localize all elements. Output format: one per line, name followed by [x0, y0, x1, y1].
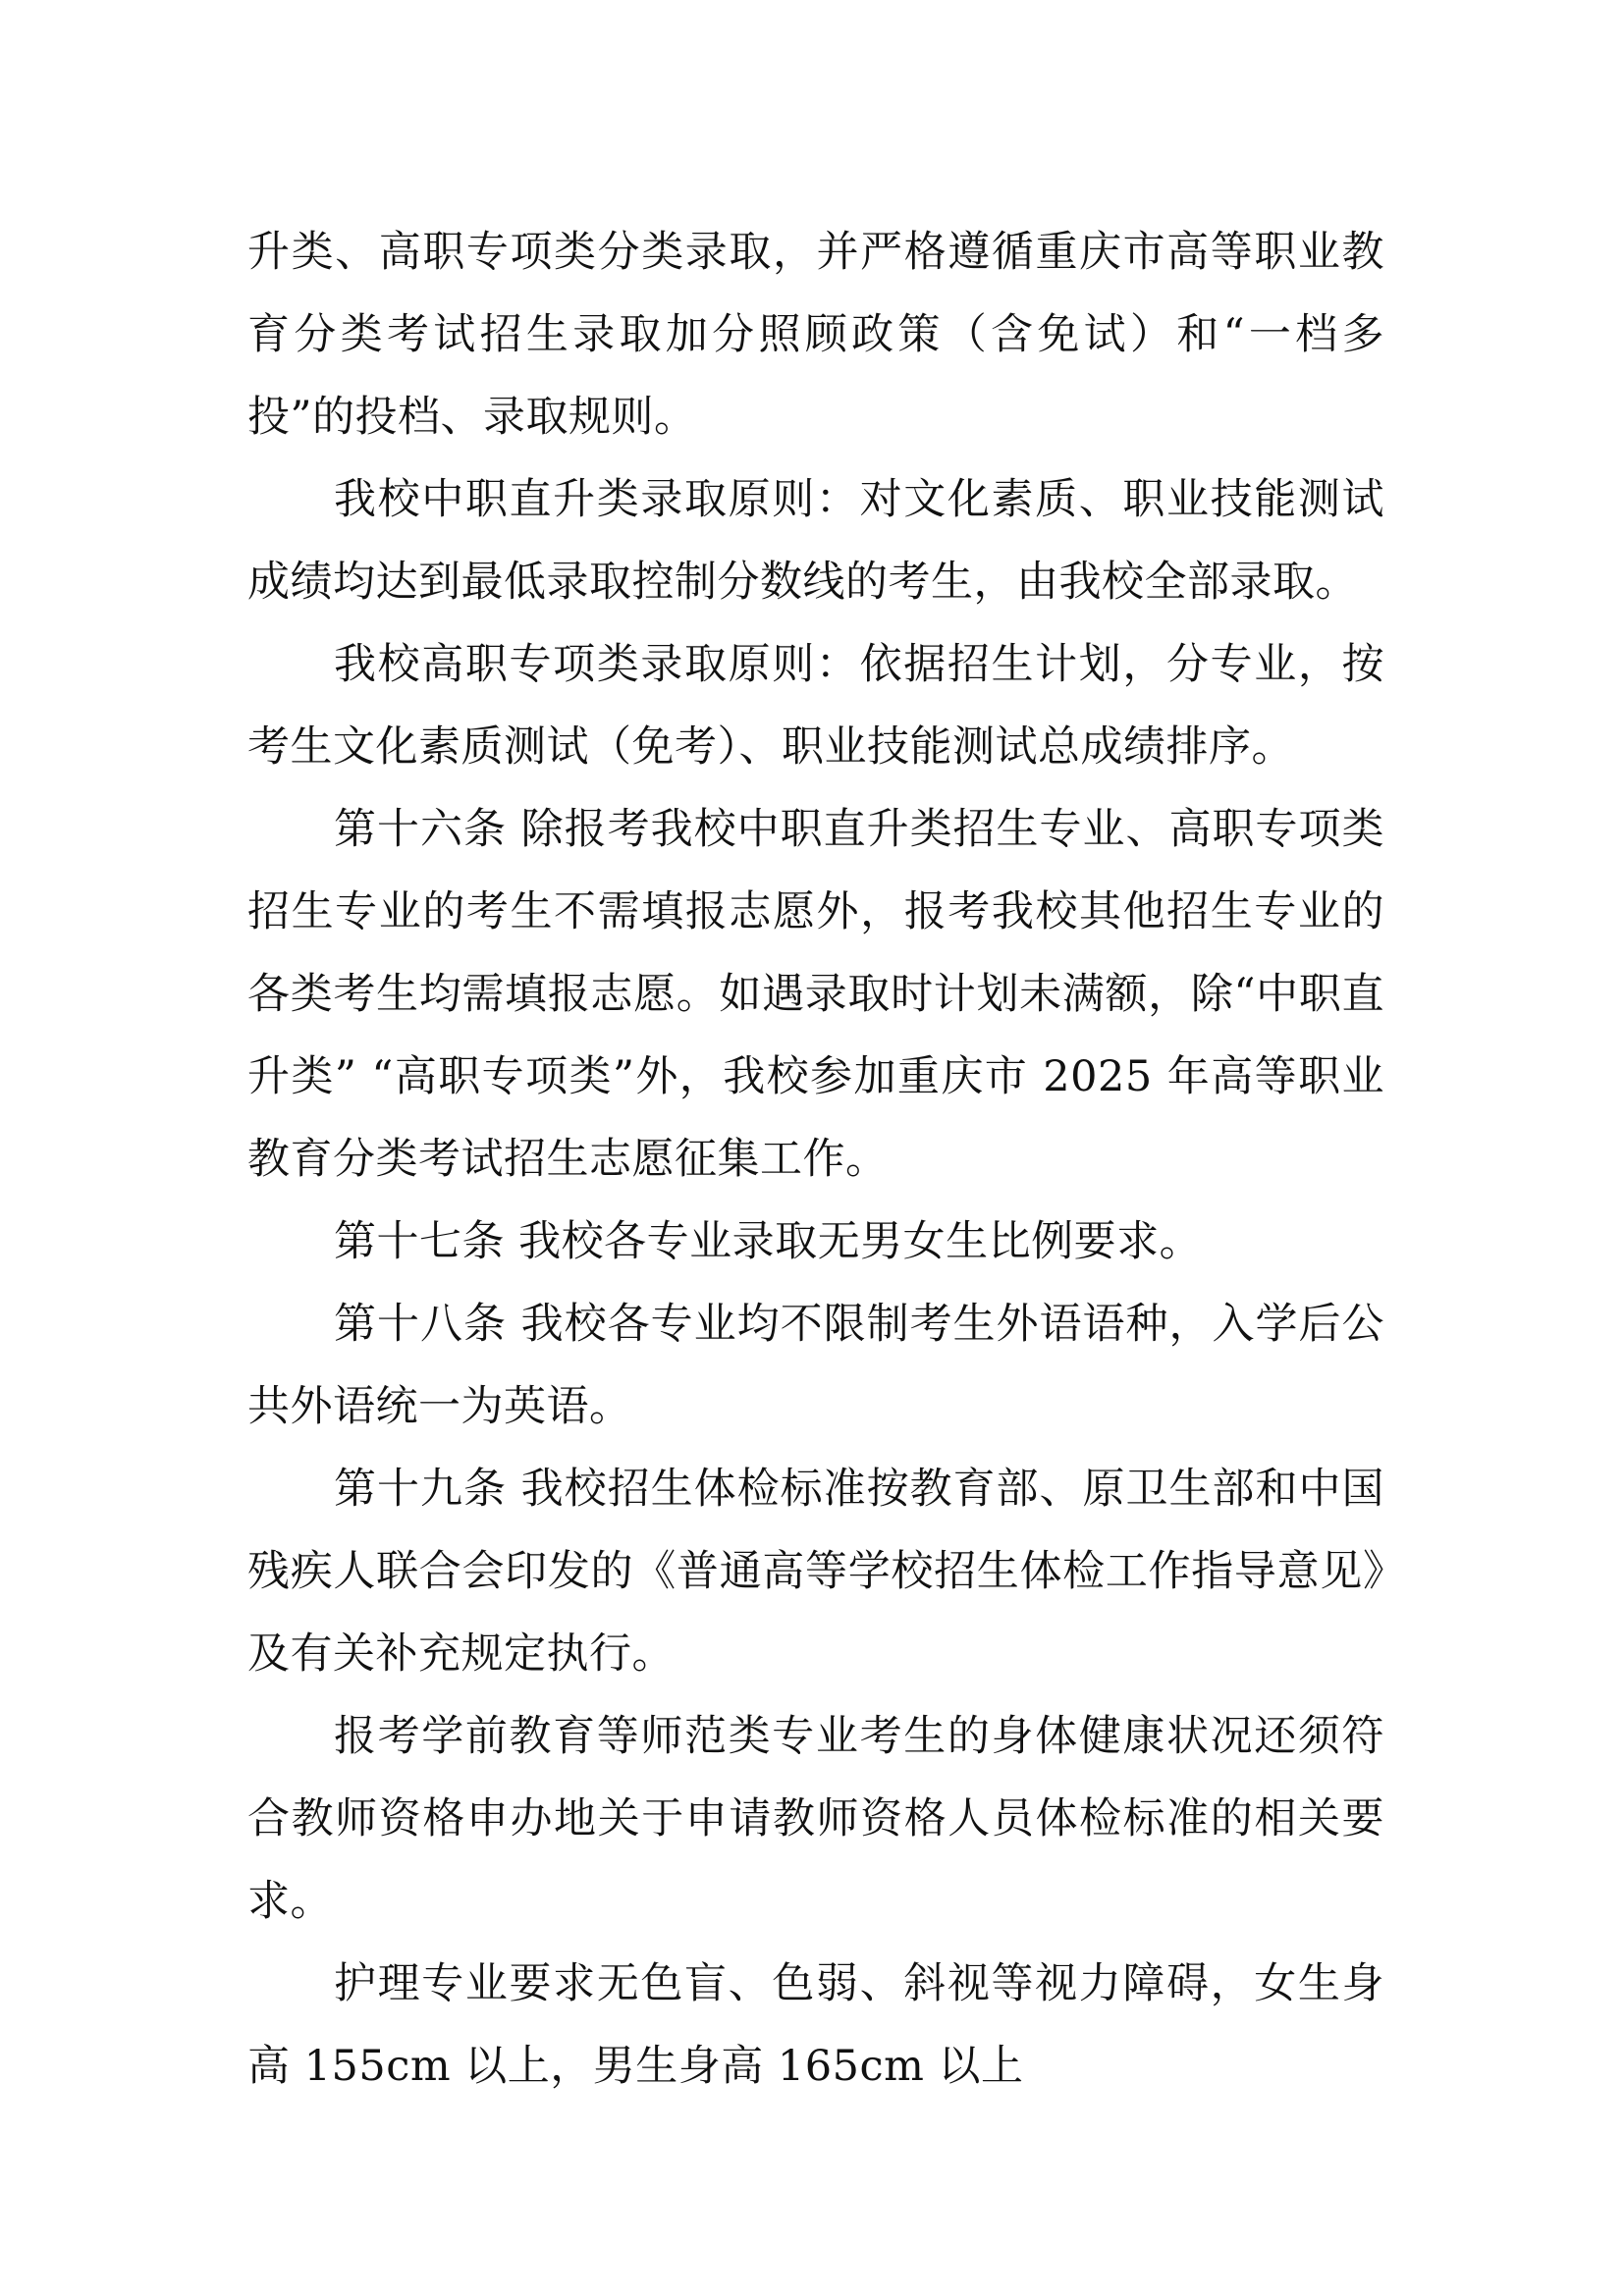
paragraph-nursing-requirement: 护理专业要求无色盲、色弱、斜视等视力障碍，女生身高 155cm 以上，男生身高 165cm 以上 [247, 1959, 1384, 2091]
paragraph-zhongzhi-admission-principle: 我校中职直升类录取原则：对文化素质、职业技能测试成绩均达到最低录取控制分数线的考生，由我校全部录取。 [247, 475, 1384, 607]
paragraph-article-17: 第十七条 我校各专业录取无男女生比例要求。 [334, 1217, 1203, 1266]
paragraph-admission-rules-continued: 升类、高职专项类分类录取，并严格遵循重庆市高等职业教育分类考试招生录取加分照顾政策（含免试）和“一档多投”的投档、录取规则。 [247, 228, 1384, 442]
paragraph-article-18: 第十八条 我校各专业均不限制考生外语语种，入学后公共外语统一为英语。 [247, 1300, 1384, 1431]
paragraph-article-19: 第十九条 我校招生体检标准按教育部、原卫生部和中国残疾人联合会印发的《普通高等学校招生体检工作指导意见》及有关补充规定执行。 [247, 1465, 1384, 1679]
paragraph-article-16: 第十六条 除报考我校中职直升类招生专业、高职专项类招生专业的考生不需填报志愿外，报考我校其他招生专业的各类考生均需填报志愿。如遇录取时计划未满额，除“中职直升类” “高职专项类”外，我校参加重庆市 2025 年高等职业教育分类考试招生志愿征集工作。 [247, 805, 1384, 1184]
document-body [247, 211, 1384, 2108]
paragraph-gaozhi-admission-principle: 我校高职专项类录取原则：依据招生计划，分专业，按考生文化素质测试（免考）、职业技能测试总成绩排序。 [247, 640, 1384, 772]
paragraph-teacher-health-requirement: 报考学前教育等师范类专业考生的身体健康状况还须符合教师资格申办地关于申请教师资格人员体检标准的相关要求。 [247, 1712, 1384, 1926]
